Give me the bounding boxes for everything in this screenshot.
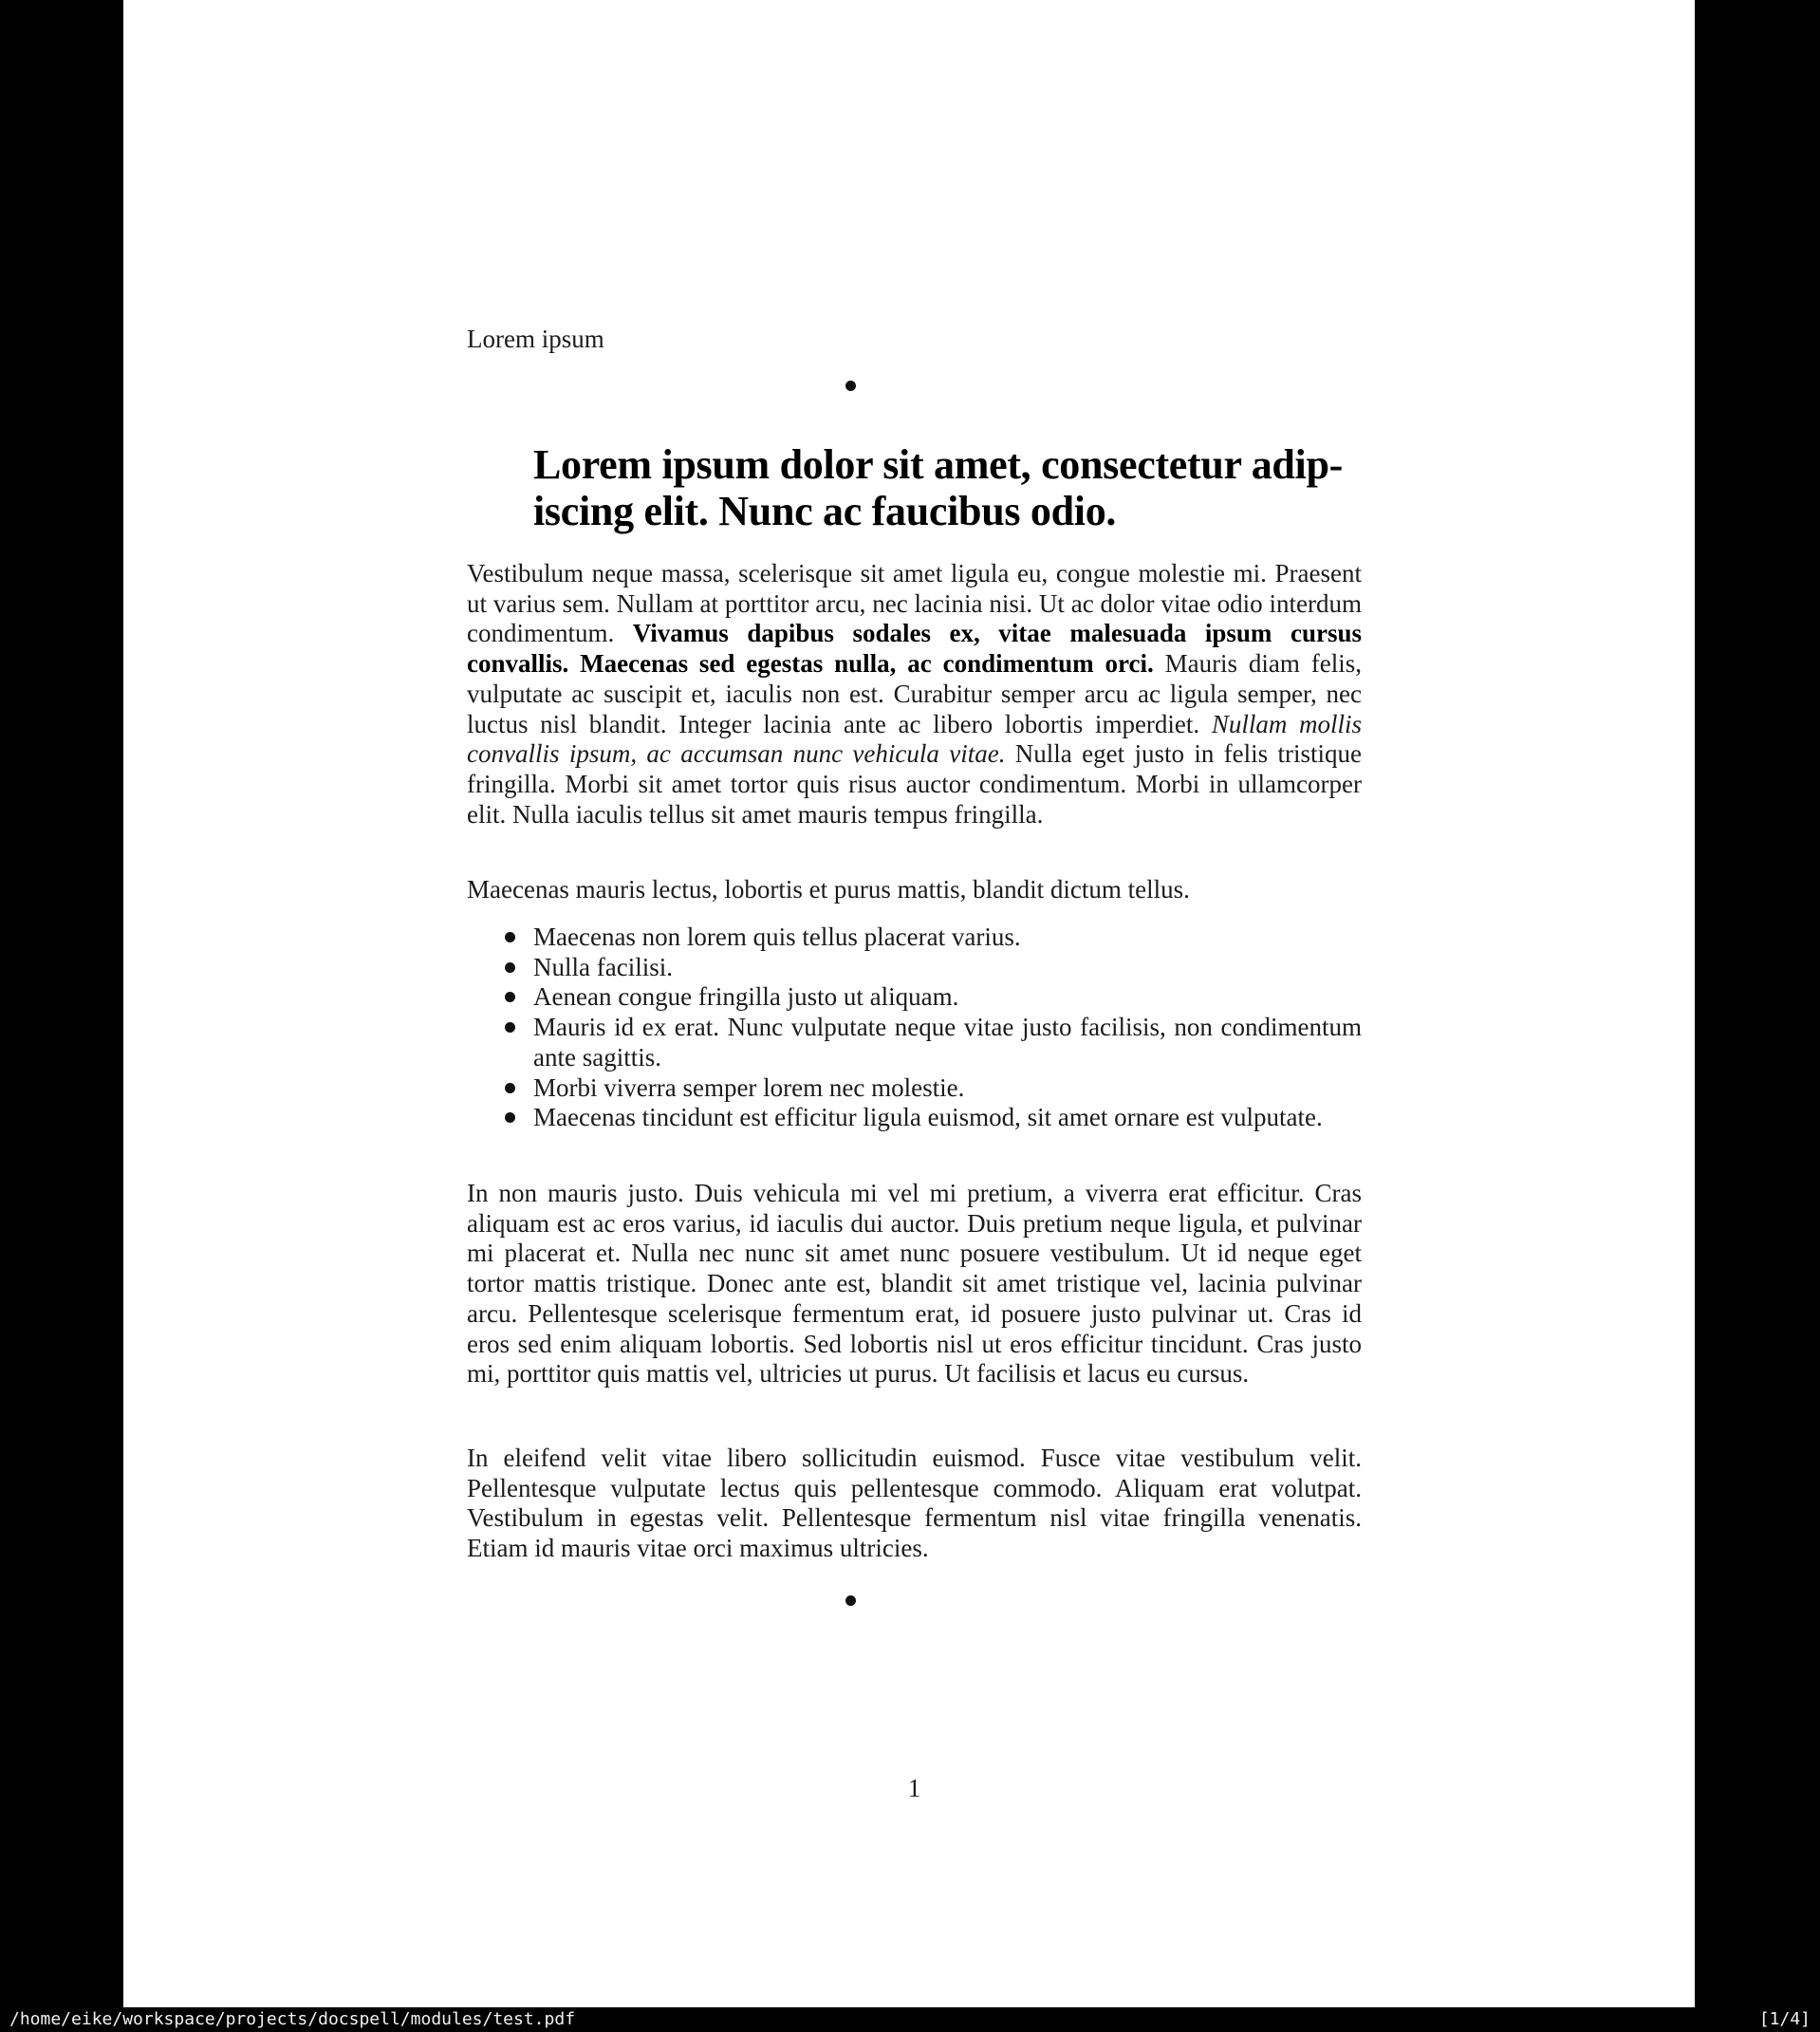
pdf-page[interactable]: [123, 0, 1695, 2007]
list-item: Morbi viverra semper lorem nec molestie.: [533, 1073, 1362, 1104]
list-item: Maecenas tincidunt est efficitur ligula euismod, sit amet ornare est vulputate.: [533, 1103, 1362, 1133]
bullet-list-items: [467, 923, 1362, 1133]
empty-bullet-icon: [845, 381, 856, 391]
section-title-line2: iscing elit. Nunc ac faucibus odio.: [533, 488, 1117, 534]
list-item: Mauris id ex erat. Nunc vulputate neque vitae justo facilisis, non condimentum ante sagittis.: [533, 1013, 1362, 1072]
page-number: 1: [907, 1774, 921, 1802]
paragraph-2: Maecenas mauris lectus, lobortis et purus mattis, blandit dictum tellus.: [467, 875, 1190, 904]
section-title: [533, 441, 1368, 534]
status-bar-file-path: /home/eike/workspace/projects/docspell/modules/test.pdf: [9, 2009, 576, 2029]
text-segment-italic: Nullam mollis convallis ipsum, ac accumsan nunc vehicula vitae.: [467, 709, 1362, 769]
list-item: Maecenas non lorem quis tellus placerat varius.: [533, 923, 1362, 953]
page-content: [467, 0, 1362, 2007]
text-segment-bold: Vivamus dapibus sodales ex, vitae malesuada ipsum cursus convallis. Maecenas sed egestas nulla, ac condimentum orci.: [467, 619, 1362, 679]
list-item: Nulla facilisi.: [533, 953, 1362, 983]
list-item: Aenean congue fringilla justo ut aliquam.: [533, 982, 1362, 1013]
paragraph-3: In non mauris justo. Duis vehicula mi vel mi pretium, a viverra erat efficitur. Cras aliquam est ac eros varius, id iaculis dui auctor. Duis pretium neque ligula, et pulvinar mi placerat et. Nulla nec nunc sit amet nunc posuere vestibulum. Ut id neque eget tortor mattis tristique. Donec ante est, blandit sit amet tristique vel, lacinia pulvinar arcu. Pellentesque scelerisque fermentum erat, id posuere justo pulvinar ut. Cras id eros sed enim aliquam lobortis. Sed lobortis nisl ut eros efficitur tincidunt. Cras justo mi, porttitor quis mattis vel, ultricies ut purus. Ut facilisis et lacus eu cursus.: [467, 1179, 1362, 1389]
paragraph-4: In eleifend velit vitae libero sollicitudin euismod. Fusce vitae vestibulum velit. Pellentesque vulputate lectus quis pellentesque commodo. Aliquam erat volutpat. Vestibulum in egestas velit. Pellentesque fermentum nisl vitae fringilla venenatis. Etiam id mauris vitae orci maximus ultricies.: [467, 1444, 1362, 1563]
text-segment-normal: Vestibulum neque massa, scelerisque sit amet ligula eu, congue molestie mi. Praesent ut varius sem. Nullam at porttitor arcu, nec lacinia nisi. Ut ac dolor vitae odio interdum condimentum.: [467, 559, 1362, 648]
bullet-list: [467, 923, 1362, 1133]
paragraph-1: [467, 559, 1362, 830]
text-segment-normal: Mauris diam felis, vulputate ac suscipit et, iaculis non est. Curabitur semper arcu ac ligula semper, nec luctus nisl blandit. Integer lacinia ante ac libero lobortis imperdiet.: [467, 649, 1363, 738]
intro-text: Lorem ipsum: [467, 325, 604, 353]
empty-bullet-icon: [845, 1595, 856, 1606]
section-title-line1: Lorem ipsum dolor sit amet, consectetur adip-: [533, 441, 1344, 488]
status-bar: [0, 2007, 1820, 2032]
text-segment-normal: Nulla eget justo in felis tristique fringilla. Morbi sit amet tortor quis risus auctor condimentum. Morbi in ullamcorper elit. Nulla iaculis tellus sit amet mauris tempus fringilla.: [467, 739, 1362, 829]
status-bar-page-indicator: [1/4]: [1758, 2009, 1811, 2029]
